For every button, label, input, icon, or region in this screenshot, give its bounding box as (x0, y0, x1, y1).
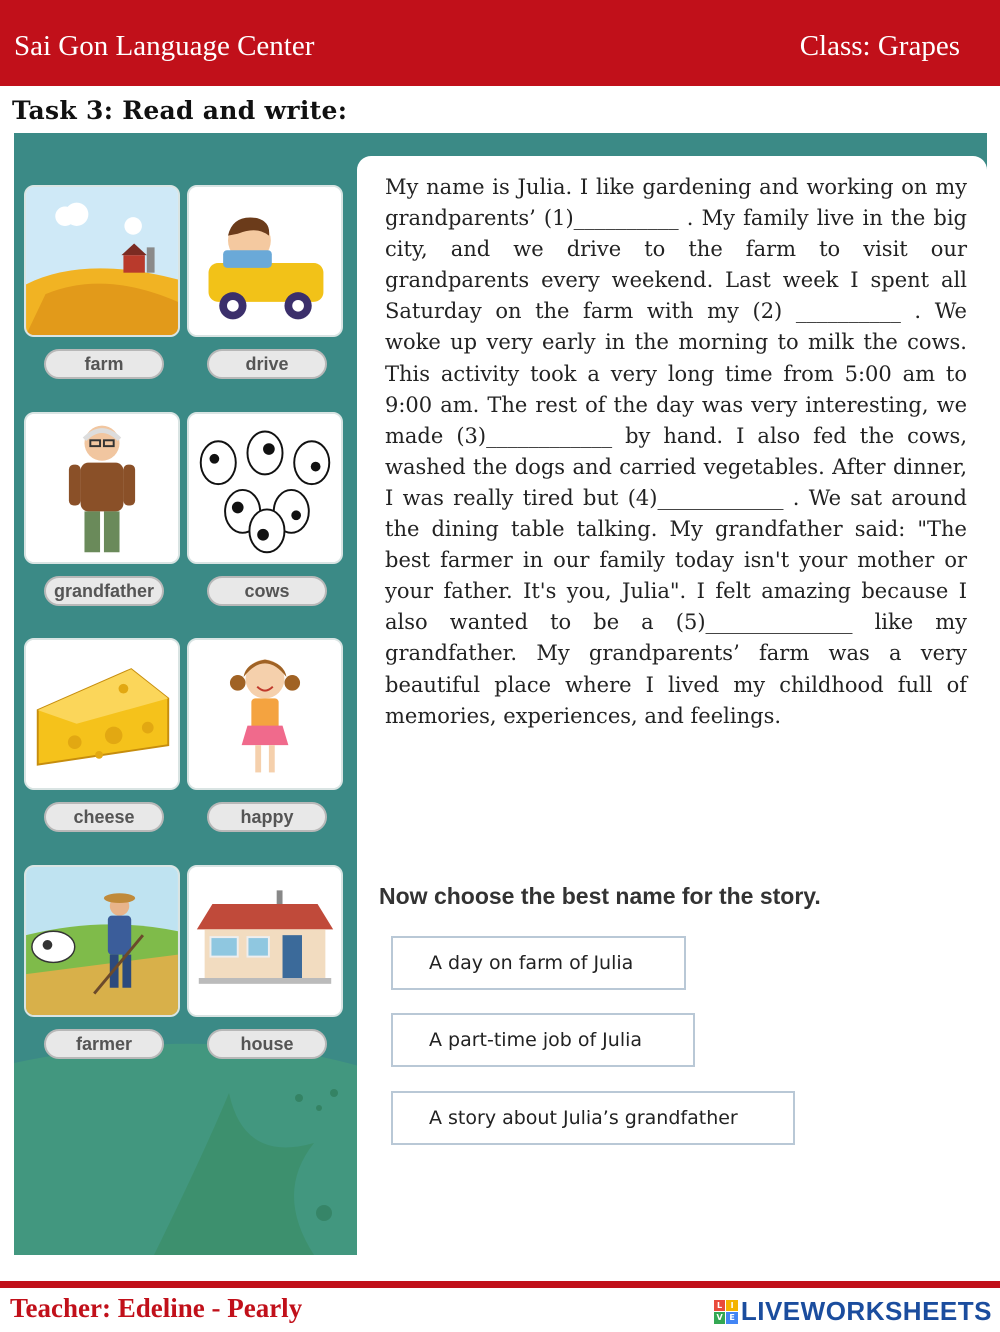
farm-landscape-icon (26, 187, 178, 335)
card-drive (187, 185, 343, 337)
task-title: Task 3: Read and write: (12, 96, 348, 125)
happy-girl-icon (189, 640, 341, 788)
word-cheese[interactable]: cheese (44, 802, 164, 832)
card-cheese (24, 638, 180, 790)
word-happy[interactable]: happy (207, 802, 327, 832)
cheese-icon (26, 640, 178, 788)
story-panel (357, 156, 987, 1255)
logo-letter-i: I (726, 1300, 738, 1312)
card-farm (24, 185, 180, 337)
question-prompt: Now choose the best name for the story. (379, 883, 821, 909)
logo-letter-l: L (714, 1300, 726, 1312)
brand-logo (714, 1296, 992, 1327)
word-grandfather[interactable]: grandfather (44, 576, 164, 606)
footer-divider (0, 1281, 1000, 1288)
word-farm[interactable]: farm (44, 349, 164, 379)
word-house[interactable]: house (207, 1029, 327, 1059)
option-1-button[interactable]: A day on farm of Julia (391, 936, 686, 990)
card-farmer (24, 865, 180, 1017)
school-name: Sai Gon Language Center (14, 30, 315, 62)
word-farmer[interactable]: farmer (44, 1029, 164, 1059)
option-2-button[interactable]: A part-time job of Julia (391, 1013, 695, 1067)
word-drive[interactable]: drive (207, 349, 327, 379)
teacher-name: Teacher: Edeline - Pearly (10, 1293, 303, 1323)
farmer-icon (26, 867, 178, 1015)
cows-icon (189, 414, 341, 562)
brand-name: LIVEWORKSHEETS (740, 1296, 992, 1326)
card-happy (187, 638, 343, 790)
house-icon (189, 867, 341, 1015)
worksheet-board (14, 133, 987, 1255)
class-label: Class: Grapes (799, 30, 960, 62)
boy-driving-car-icon (189, 187, 341, 335)
card-house (187, 865, 343, 1017)
card-cows (187, 412, 343, 564)
card-grandfather (24, 412, 180, 564)
word-cows[interactable]: cows (207, 576, 327, 606)
logo-letter-v: V (714, 1312, 726, 1324)
grandfather-icon (26, 414, 178, 562)
story-text: My name is Julia. I like gardening and working on my grandparents’ (1)__________ . My family live in the big city, and we drive to the farm to visit our grandparents every weekend. Last week I spent all Saturday on the farm with my (2) __________ . We woke up very early in the morning to milk the cows. This activity took a very long time from 5:00 am to 9:00 am. The rest of the day was very interesting, we made (3)____________ by hand. I also fed the cows, washed the dogs and carried vegetables. After dinner, I was really tired but (4)____________ . We sat around the dining table talking. My grandfather said: "The best farmer in our family today isn't your mother or your father. It's you, Julia". I felt amazing because I also wanted to be a (5)______________ like my grandfather. My grandparents’ farm was a very beautiful place where I lived my childhood full of memories, experiences, and feelings. (385, 175, 967, 728)
liveworksheets-logo-icon (714, 1300, 738, 1324)
option-3-button[interactable]: A story about Julia’s grandfather (391, 1091, 795, 1145)
header-bar (0, 0, 1000, 86)
logo-letter-e: E (726, 1312, 738, 1324)
